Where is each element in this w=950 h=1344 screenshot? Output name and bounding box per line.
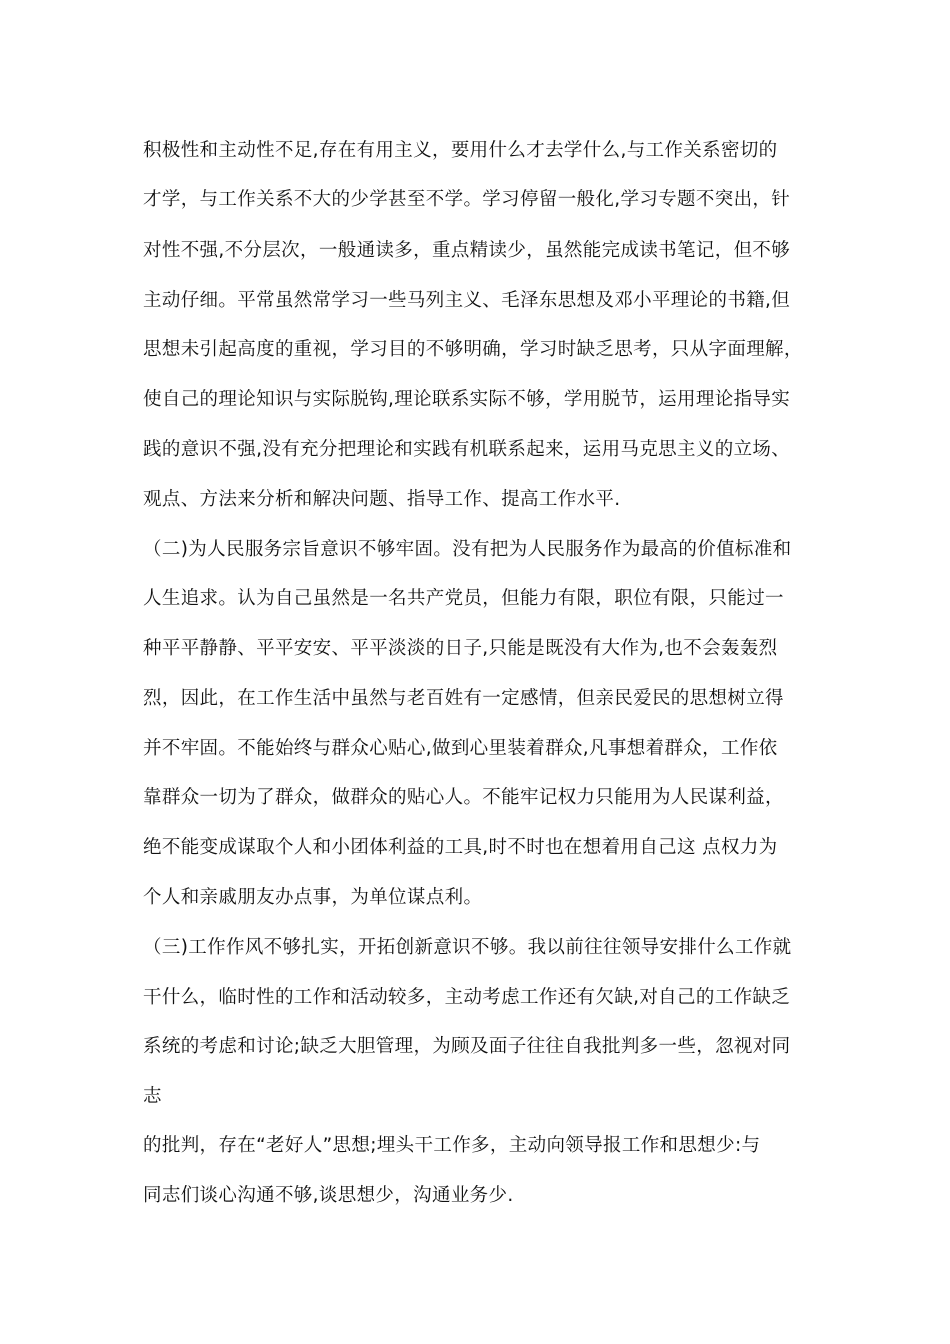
text-line: 主动仔细。平常虽然常学习一些马列主义、毛泽东思想及邓小平理论的书籍,但 (143, 290, 791, 311)
text-line: 积极性和主动性不足,存在有用主义，要用什么才去学什么,与工作关系密切的 (143, 140, 778, 161)
text-line: 并不牢固。不能始终与群众心贴心,做到心里装着群众,凡事想着群众，工作依 (143, 738, 778, 759)
section-heading-3: （三)工作作风不够扎实，开拓创新意识不够。我以前往往领导安排什么工作就 (143, 937, 792, 958)
text-line: 干什么，临时性的工作和活动较多，主动考虑工作还有欠缺,对自己的工作缺乏 (143, 987, 791, 1008)
text-line: 使自己的理论知识与实际脱钩,理论联系实际不够，学用脱节，运用理论指导实 (143, 389, 791, 410)
text-line: 践的意识不强,没有充分把理论和实践有机联系起来，运用马克思主义的立场、 (143, 439, 791, 460)
text-line: 系统的考虑和讨论;缺乏大胆管理，为顾及面子往往自我批判多一些，忽视对同 (143, 1036, 791, 1057)
text-line: 思想未引起高度的重视，学习目的不够明确，学习时缺乏思考，只从字面理解， (143, 339, 803, 360)
text-line: 烈，因此，在工作生活中虽然与老百姓有一定感情，但亲民爱民的思想树立得 (143, 688, 784, 709)
text-line: 绝不能变成谋取个人和小团体利益的工具,时不时也在想着用自己这 点权力为 (143, 837, 778, 858)
text-line: 靠群众一切为了群众，做群众的贴心人。不能牢记权力只能用为人民谋利益， (143, 787, 784, 808)
text-line: 人生追求。认为自己虽然是一名共产党员，但能力有限，职位有限，只能过一 (143, 588, 784, 609)
text-line: 才学，与工作关系不大的少学甚至不学。学习停留一般化,学习专题不突出，针 (143, 189, 791, 210)
text-line: 观点、方法来分析和解决问题、指导工作、提高工作水平. (143, 489, 621, 510)
text-line: 同志们谈心沟通不够,谈思想少，沟通业务少. (143, 1185, 514, 1206)
text-line: 的批判，存在“老好人”思想;埋头干工作多，主动向领导报工作和思想少:与 (143, 1135, 761, 1156)
text-line: 个人和亲戚朋友办点事，为单位谋点利。 (143, 887, 483, 908)
text-line: 对性不强,不分层次，一般通读多，重点精读少，虽然能完成读书笔记，但不够 (143, 240, 791, 261)
text-line: 志 (143, 1086, 162, 1107)
section-heading-2: （二)为人民服务宗旨意识不够牢固。没有把为人民服务作为最高的价值标准和 (143, 539, 792, 560)
text-line: 种平平静静、平平安安、平平淡淡的日子,只能是既没有大作为,也不会轰轰烈 (143, 638, 778, 659)
